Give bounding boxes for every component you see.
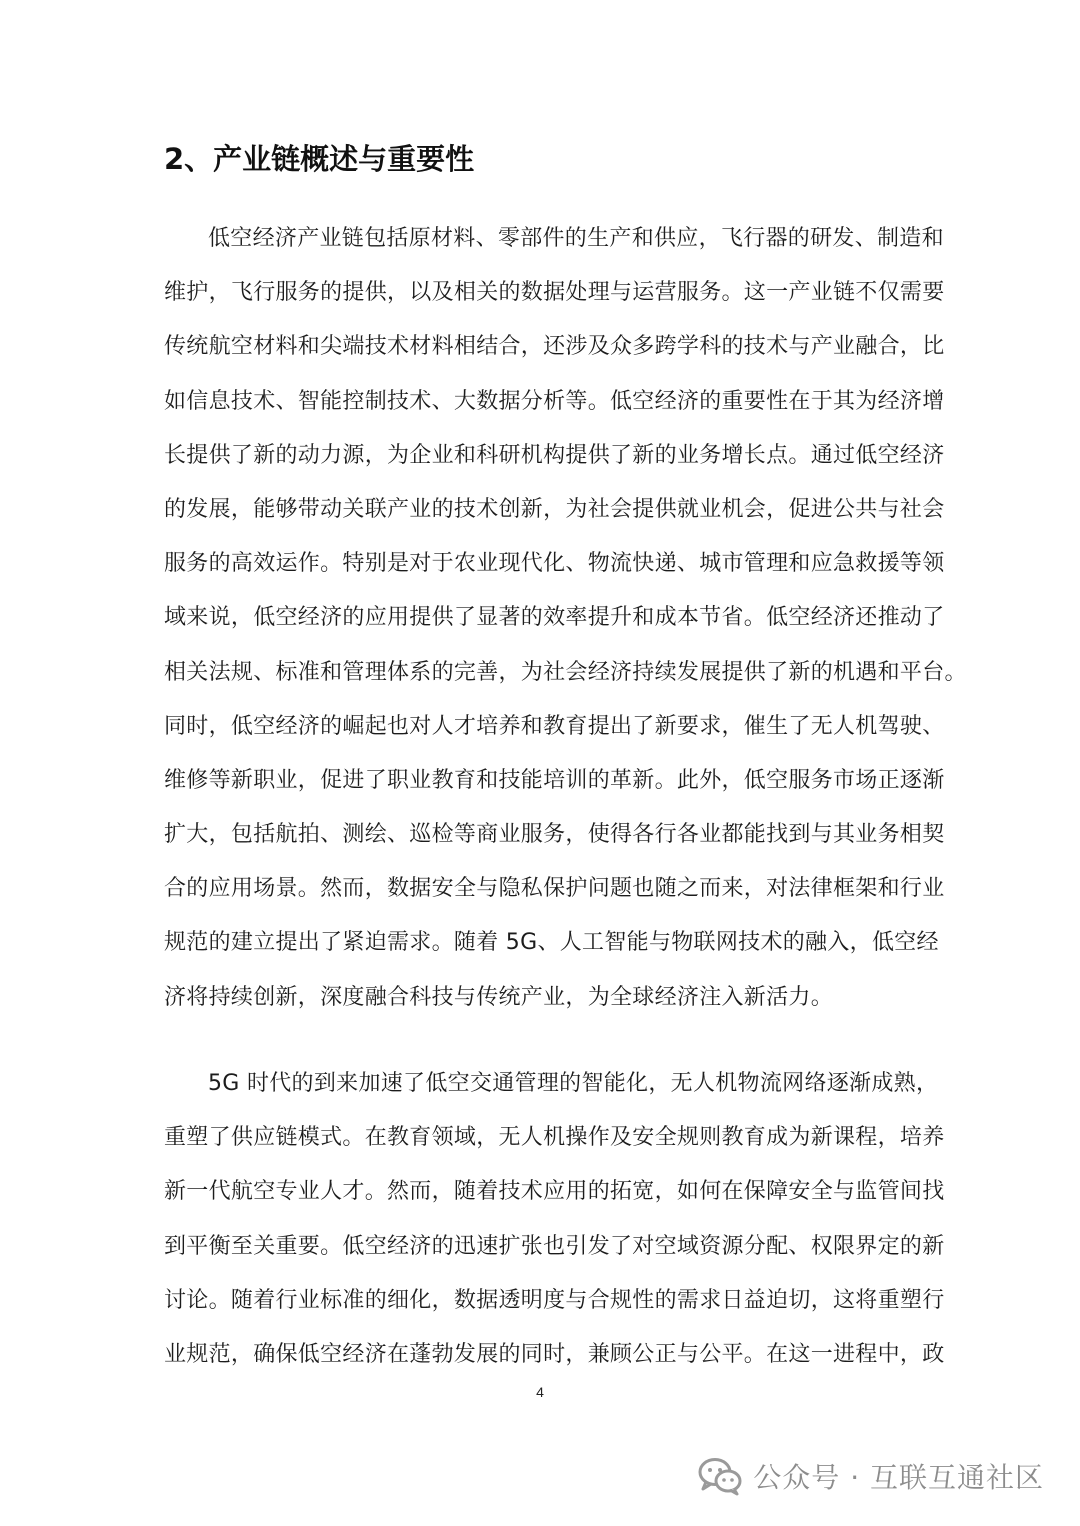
watermark-text: 公众号 · 互联互通社区 xyxy=(753,1461,1044,1494)
paragraph-line: 扩大，包括航拍、测绘、巡检等商业服务，使得各行各业都能找到与其业务相契 xyxy=(164,822,945,848)
paragraph-1 xyxy=(164,212,967,1025)
paragraph-line: 合的应用场景。然而，数据安全与隐私保护问题也随之而来，对法律框架和行业 xyxy=(164,876,945,902)
paragraph-line: 维护，飞行服务的提供，以及相关的数据处理与运营服务。这一产业链不仅需要 xyxy=(164,280,945,306)
paragraph-line: 长提供了新的动力源，为企业和科研机构提供了新的业务增长点。通过低空经济 xyxy=(164,442,945,468)
paragraph-line: 业规范，确保低空经济在蓬勃发展的同时，兼顾公正与公平。在这一进程中，政 xyxy=(164,1341,945,1367)
paragraph-line: 讨论。随着行业标准的细化，数据透明度与合规性的需求日益迫切，这将重塑行 xyxy=(164,1287,945,1313)
paragraph-line: 相关法规、标准和管理体系的完善，为社会经济持续发展提供了新的机遇和平台。 xyxy=(164,659,967,685)
watermark xyxy=(697,1452,1044,1500)
paragraph-line: 5G 时代的到来加速了低空交通管理的智能化，无人机物流网络逐渐成熟， xyxy=(208,1071,939,1096)
paragraph-line: 同时，低空经济的崛起也对人才培养和教育提出了新要求，催生了无人机驾驶、 xyxy=(164,713,945,739)
paragraph-2 xyxy=(164,1057,945,1382)
paragraph-line: 域来说，低空经济的应用提供了显著的效率提升和成本节省。低空经济还推动了 xyxy=(164,605,945,631)
page-number: 4 xyxy=(536,1384,544,1400)
paragraph-line: 重塑了供应链模式。在教育领域，无人机操作及安全规则教育成为新课程，培养 xyxy=(164,1125,945,1151)
wechat-icon xyxy=(697,1456,743,1496)
paragraph-line: 低空经济产业链包括原材料、零部件的生产和供应，飞行器的研发、制造和 xyxy=(208,226,944,251)
paragraph-line: 新一代航空专业人才。然而，随着技术应用的拓宽，如何在保障安全与监管间找 xyxy=(164,1179,945,1205)
paragraph-line: 维修等新职业，促进了职业教育和技能培训的革新。此外，低空服务市场正逐渐 xyxy=(164,767,945,793)
paragraph-line: 到平衡至关重要。低空经济的迅速扩张也引发了对空域资源分配、权限界定的新 xyxy=(164,1233,945,1259)
paragraph-line: 如信息技术、智能控制技术、大数据分析等。低空经济的重要性在于其为经济增 xyxy=(164,388,945,414)
paragraph-line: 服务的高效运作。特别是对于农业现代化、物流快递、城市管理和应急救援等领 xyxy=(164,551,945,577)
paragraph-line: 传统航空材料和尖端技术材料相结合，还涉及众多跨学科的技术与产业融合，比 xyxy=(164,334,945,360)
paragraph-line: 的发展，能够带动关联产业的技术创新，为社会提供就业机会，促进公共与社会 xyxy=(164,496,945,522)
section-title: 2、产业链概述与重要性 xyxy=(164,142,475,176)
paragraph-line: 规范的建立提出了紧迫需求。随着 5G、人工智能与物联网技术的融入，低空经 xyxy=(164,930,939,956)
paragraph-line: 济将持续创新，深度融合科技与传统产业，为全球经济注入新活力。 xyxy=(164,984,834,1010)
